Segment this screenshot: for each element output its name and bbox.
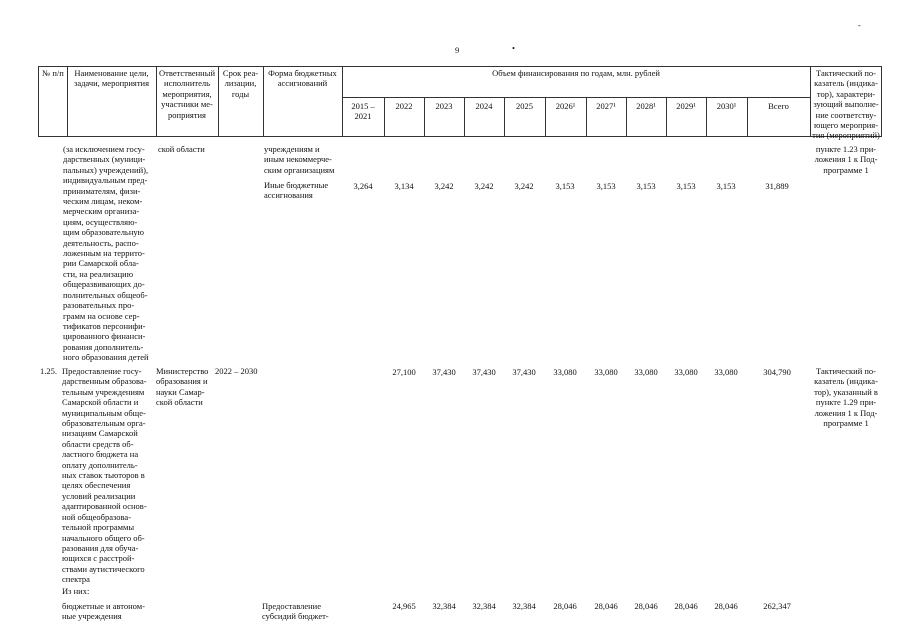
row-1-25-value-total: 304,790 <box>763 367 791 377</box>
budget-row-value-2024: 32,384 <box>472 601 496 611</box>
year-2015-2021: 2015 – 2021 <box>351 101 375 122</box>
header-term: Срок реа- лизации, годы <box>222 68 259 99</box>
budget-row-name: бюджетные и автоном- ные учреждения <box>62 601 145 622</box>
block1-indicator: пункте 1.23 при- ложения 1 к Под- программе 1 <box>814 144 878 175</box>
budget-row-value-2028: 28,046 <box>634 601 658 611</box>
block1-executor: ской области <box>158 144 205 154</box>
row-1-25-value-2025: 37,430 <box>512 367 536 377</box>
row-1-25-name: Предоставление госу- дарственным образова- тельным учреждениям Самарской области и муниципальным обще- образовательным орга- низациям Самарской области средств об- ластного бюджета на оплату дополнитель- ных ставок тьюторов в целях обеспечения условий реализации адаптированной основ- ной общеобразова- тельной программы начального общего об- разования для обуча- ющихся с расстрой- ствами аутистического спектра <box>62 366 147 585</box>
budget-row-value-total: 262,347 <box>763 601 791 611</box>
block1-value-2023: 3,242 <box>434 181 454 191</box>
block1-value-2026: 3,153 <box>555 181 575 191</box>
block1-form-a: учреждениям и иным некоммерче- ским организациям <box>264 144 335 175</box>
year-2029: 2029¹ <box>676 101 696 111</box>
block1-name: (за исключением госу- дарственных (муници- пальных) учреждений), индивидуальным пред- принимателям, физи- ческим лицам, неком- мерческим организа- циям, осуществляю- щим образовательную деятельность, распо- ложенным на террито- рии Самарской обла- сти, на реализацию общеразвивающих до- полнительных общеоб- разовательных про- грамм на основе сер- тификатов персонифи- цированного финанси- рования дополнитель- ного образования детей <box>63 144 149 363</box>
budget-row-value-2025: 32,384 <box>512 601 536 611</box>
block1-value-2029: 3,153 <box>676 181 696 191</box>
row-1-25-value-2027: 33,080 <box>594 367 618 377</box>
header-name: Наименование цели, задачи, мероприятия <box>73 68 150 89</box>
year-2026: 2026¹ <box>555 101 576 111</box>
year-2024: 2024 <box>475 101 493 111</box>
year-2023: 2023 <box>435 101 453 111</box>
year-2022: 2022 <box>395 101 413 111</box>
budget-row-value-2030: 28,046 <box>714 601 738 611</box>
of-them-label: Из них: <box>62 586 90 596</box>
block1-form-b: Иные бюджетные ассигнования <box>264 180 329 201</box>
row-1-25-value-2026: 33,080 <box>553 367 577 377</box>
block1-value-total: 31,889 <box>765 181 789 191</box>
budget-row-value-2029: 28,046 <box>674 601 698 611</box>
header-indicator: Тактический по- казатель (индика- тор), характери- зующий выполне- ние соответству- ющего мероприя- тия (мероприятий) <box>812 68 880 141</box>
corner-mark: - <box>858 20 861 30</box>
budget-row-value-2026: 28,046 <box>553 601 577 611</box>
row-1-25-value-2030: 33,080 <box>714 367 738 377</box>
year-2030: 2030¹ <box>716 101 737 111</box>
row-1-25-executor: Министерство образования и науки Самар- ской области <box>156 366 209 408</box>
year-2027: 2027¹ <box>596 101 616 111</box>
row-1-25-value-2022: 27,100 <box>392 367 416 377</box>
row-1-25-term: 2022 – 2030 <box>215 366 258 376</box>
block1-value-2030: 3,153 <box>716 181 736 191</box>
block1-value-2027: 3,153 <box>596 181 616 191</box>
header-num: № п/п <box>42 68 64 78</box>
block1-value-2022: 3,134 <box>394 181 414 191</box>
budget-row-value-2023: 32,384 <box>432 601 456 611</box>
block1-value-2024: 3,242 <box>474 181 494 191</box>
block1-value-2025: 3,242 <box>514 181 534 191</box>
row-1-25-value-2024: 37,430 <box>472 367 496 377</box>
page-number: 9 <box>455 45 460 55</box>
block1-value-2028: 3,153 <box>636 181 656 191</box>
year-2028: 2028¹ <box>636 101 656 111</box>
block1-value-2015-2021: 3,264 <box>353 181 373 191</box>
row-1-25-number: 1.25. <box>40 366 57 376</box>
budget-row-value-2022: 24,965 <box>392 601 416 611</box>
year-2025: 2025 <box>516 101 533 111</box>
row-1-25-value-2023: 37,430 <box>432 367 456 377</box>
header-form: Форма бюджетных ассигнований <box>268 68 337 89</box>
budget-row-value-2027: 28,046 <box>594 601 618 611</box>
row-1-25-indicator: Тактический по- казатель (индика- тор), указанный в пункте 1.29 при- ложения 1 к Под- программе 1 <box>814 366 878 429</box>
row-1-25-value-2029: 33,080 <box>674 367 698 377</box>
dot-mark: • <box>512 43 515 53</box>
header-financing: Объем финансирования по годам, млн. рублей <box>492 68 660 78</box>
header-executor: Ответственный исполнитель мероприятия, участники ме- роприятия <box>159 68 215 120</box>
row-1-25-value-2028: 33,080 <box>634 367 658 377</box>
year-total: Всего <box>768 101 789 111</box>
budget-row-form: Предоставление субсидий бюджет- <box>262 601 329 622</box>
